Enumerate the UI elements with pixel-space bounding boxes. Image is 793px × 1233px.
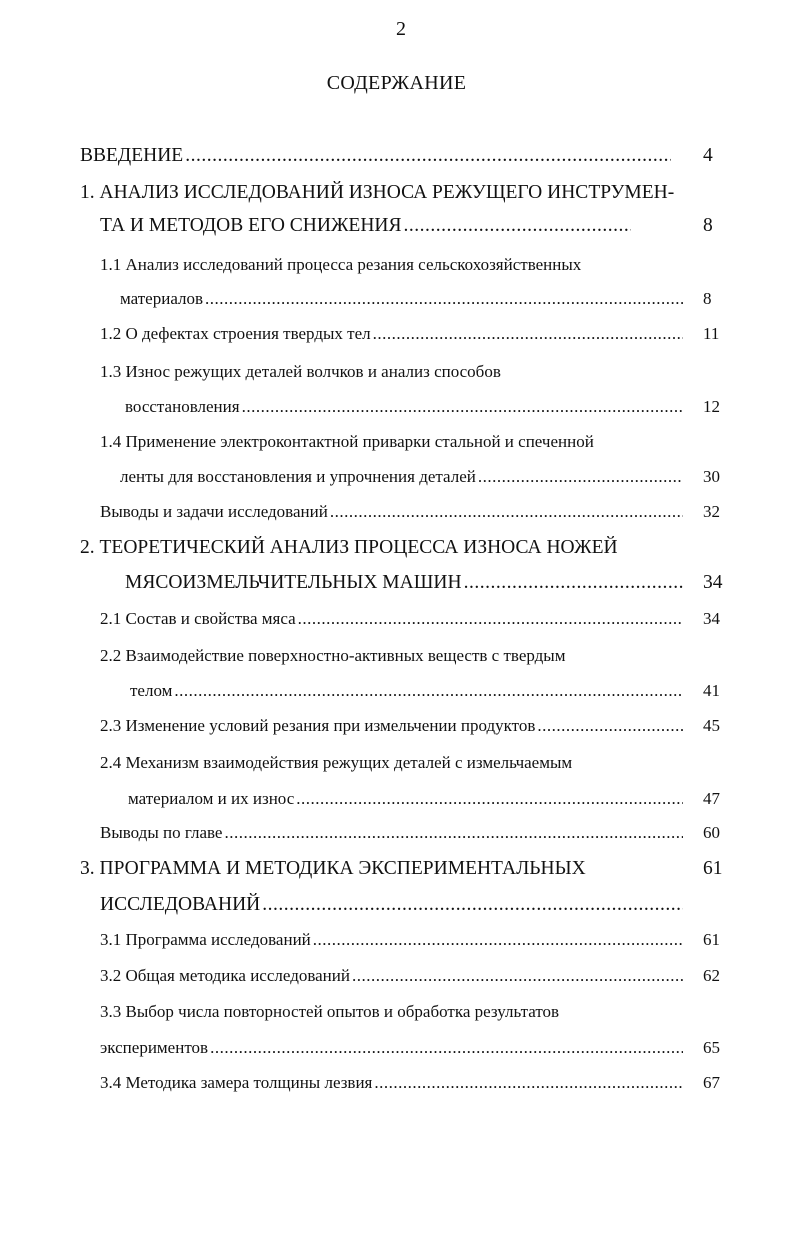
dot-leader [224, 823, 683, 843]
toc-entry-text: Выводы и задачи исследований [100, 502, 328, 521]
toc-entry-text: материалом и их износ [128, 789, 295, 808]
dot-leader [537, 716, 683, 736]
toc-chapter-3 [100, 894, 685, 916]
toc-entry-text: Выводы по главе [100, 823, 223, 842]
toc-entry-page: 41 [703, 681, 720, 700]
toc-entry-page: 8 [703, 289, 712, 308]
toc-section-1-4-line1: 1.4 Применение электроконтактной приварки стальной и спеченной [100, 432, 594, 451]
toc-entry-text: ленты для восстановления и упрочнения деталей [120, 467, 476, 486]
toc-section-1-conclusions [100, 502, 685, 522]
toc-entry-page: 8 [703, 215, 713, 236]
dot-leader [185, 145, 671, 167]
toc-entry-text: телом [130, 681, 173, 700]
toc-section-1-4 [120, 467, 685, 487]
toc-section-3-1 [100, 930, 685, 950]
toc-section-1-1-line1: 1.1 Анализ исследований процесса резания сельскохозяйственных [100, 255, 582, 274]
toc-chapter-1-line1: 1. АНАЛИЗ ИССЛЕДОВАНИЙ ИЗНОСА РЕЖУЩЕГО ИНСТРУМЕН- [80, 182, 675, 203]
dot-leader [262, 894, 683, 916]
toc-chapter-2 [125, 572, 685, 594]
toc-entry-text: 2.3 Изменение условий резания при измельчении продуктов [100, 716, 536, 735]
dot-leader [352, 966, 683, 986]
toc-section-3-3 [100, 1038, 685, 1058]
dot-leader [174, 681, 683, 701]
toc-chapter-3-line1: 3. ПРОГРАММА И МЕТОДИКА ЭКСПЕРИМЕНТАЛЬНЫХ [80, 858, 586, 879]
toc-section-1-3 [125, 397, 685, 417]
toc-entry-page: 47 [703, 789, 720, 808]
page-number: 2 [396, 18, 406, 40]
toc-section-2-4 [128, 789, 685, 809]
toc-entry-text: восстановления [125, 397, 240, 416]
toc-entry-page: 62 [703, 966, 720, 985]
toc-entry-page: 61 [703, 930, 720, 949]
dot-leader [464, 572, 683, 594]
toc-section-3-2 [100, 966, 685, 986]
toc-entry-text: ИССЛЕДОВАНИЙ [100, 894, 261, 915]
toc-entry-page: 65 [703, 1038, 720, 1057]
toc-section-1-2 [100, 324, 685, 344]
toc-entry-page: 32 [703, 502, 720, 521]
toc-entry-page: 34 [703, 572, 723, 593]
toc-entry-text: 2.1 Состав и свойства мяса [100, 609, 296, 628]
toc-entry-page: 30 [703, 467, 720, 486]
toc-section-2-2 [130, 681, 685, 701]
toc-section-2-2-line1: 2.2 Взаимодействие поверхностно-активных веществ с твердым [100, 646, 566, 665]
toc-entry-page: 12 [703, 397, 720, 416]
toc-entry-text: МЯСОИЗМЕЛЬЧИТЕЛЬНЫХ МАШИН [125, 572, 462, 593]
toc-entry-text: 3.1 Программа исследований [100, 930, 311, 949]
toc-entry-page: 60 [703, 823, 720, 842]
toc-entry-page: 67 [703, 1073, 720, 1092]
toc-entry-page: 34 [703, 609, 720, 628]
toc-entry-text: материалов [120, 289, 204, 308]
toc-entry-page: 11 [703, 324, 720, 343]
toc-entry-text: 1.2 О дефектах строения твердых тел [100, 324, 371, 343]
dot-leader [205, 289, 683, 309]
toc-section-2-3 [100, 716, 685, 736]
toc-entry-intro [80, 145, 673, 167]
toc-section-2-4-line1: 2.4 Механизм взаимодействия режущих деталей с измельчаемым [100, 753, 573, 772]
toc-entry-text: 3.4 Методика замера толщины лезвия [100, 1073, 373, 1092]
toc-section-3-4 [100, 1073, 685, 1093]
toc-chapter-1 [100, 215, 633, 237]
dot-leader [404, 215, 631, 237]
toc-section-2-conclusions [100, 823, 685, 843]
toc-chapter-2-line1: 2. ТЕОРЕТИЧЕСКИЙ АНАЛИЗ ПРОЦЕССА ИЗНОСА НОЖЕЙ [80, 537, 618, 558]
toc-entry-text: ВВЕДЕНИЕ [80, 145, 184, 166]
dot-leader [373, 324, 683, 344]
toc-entry-text: 3.2 Общая методика исследований [100, 966, 350, 985]
toc-section-1-3-line1: 1.3 Износ режущих деталей волчков и анализ способов [100, 362, 501, 381]
dot-leader [478, 467, 683, 487]
dot-leader [298, 609, 683, 629]
dot-leader [313, 930, 683, 950]
toc-title: СОДЕРЖАНИЕ [326, 72, 467, 94]
dot-leader [242, 397, 683, 417]
dot-leader [374, 1073, 683, 1093]
toc-section-1-1 [120, 289, 685, 309]
dot-leader [296, 789, 683, 809]
dot-leader [210, 1038, 683, 1058]
toc-section-3-3-line1: 3.3 Выбор числа повторностей опытов и обработка результатов [100, 1002, 560, 1021]
toc-entry-text: экспериментов [100, 1038, 209, 1057]
toc-entry-page: 45 [703, 716, 720, 735]
dot-leader [330, 502, 683, 522]
toc-entry-page: 4 [703, 145, 713, 166]
toc-entry-page: 61 [703, 858, 723, 879]
toc-section-2-1 [100, 609, 685, 629]
toc-entry-text: ТА И МЕТОДОВ ЕГО СНИЖЕНИЯ [100, 215, 402, 236]
